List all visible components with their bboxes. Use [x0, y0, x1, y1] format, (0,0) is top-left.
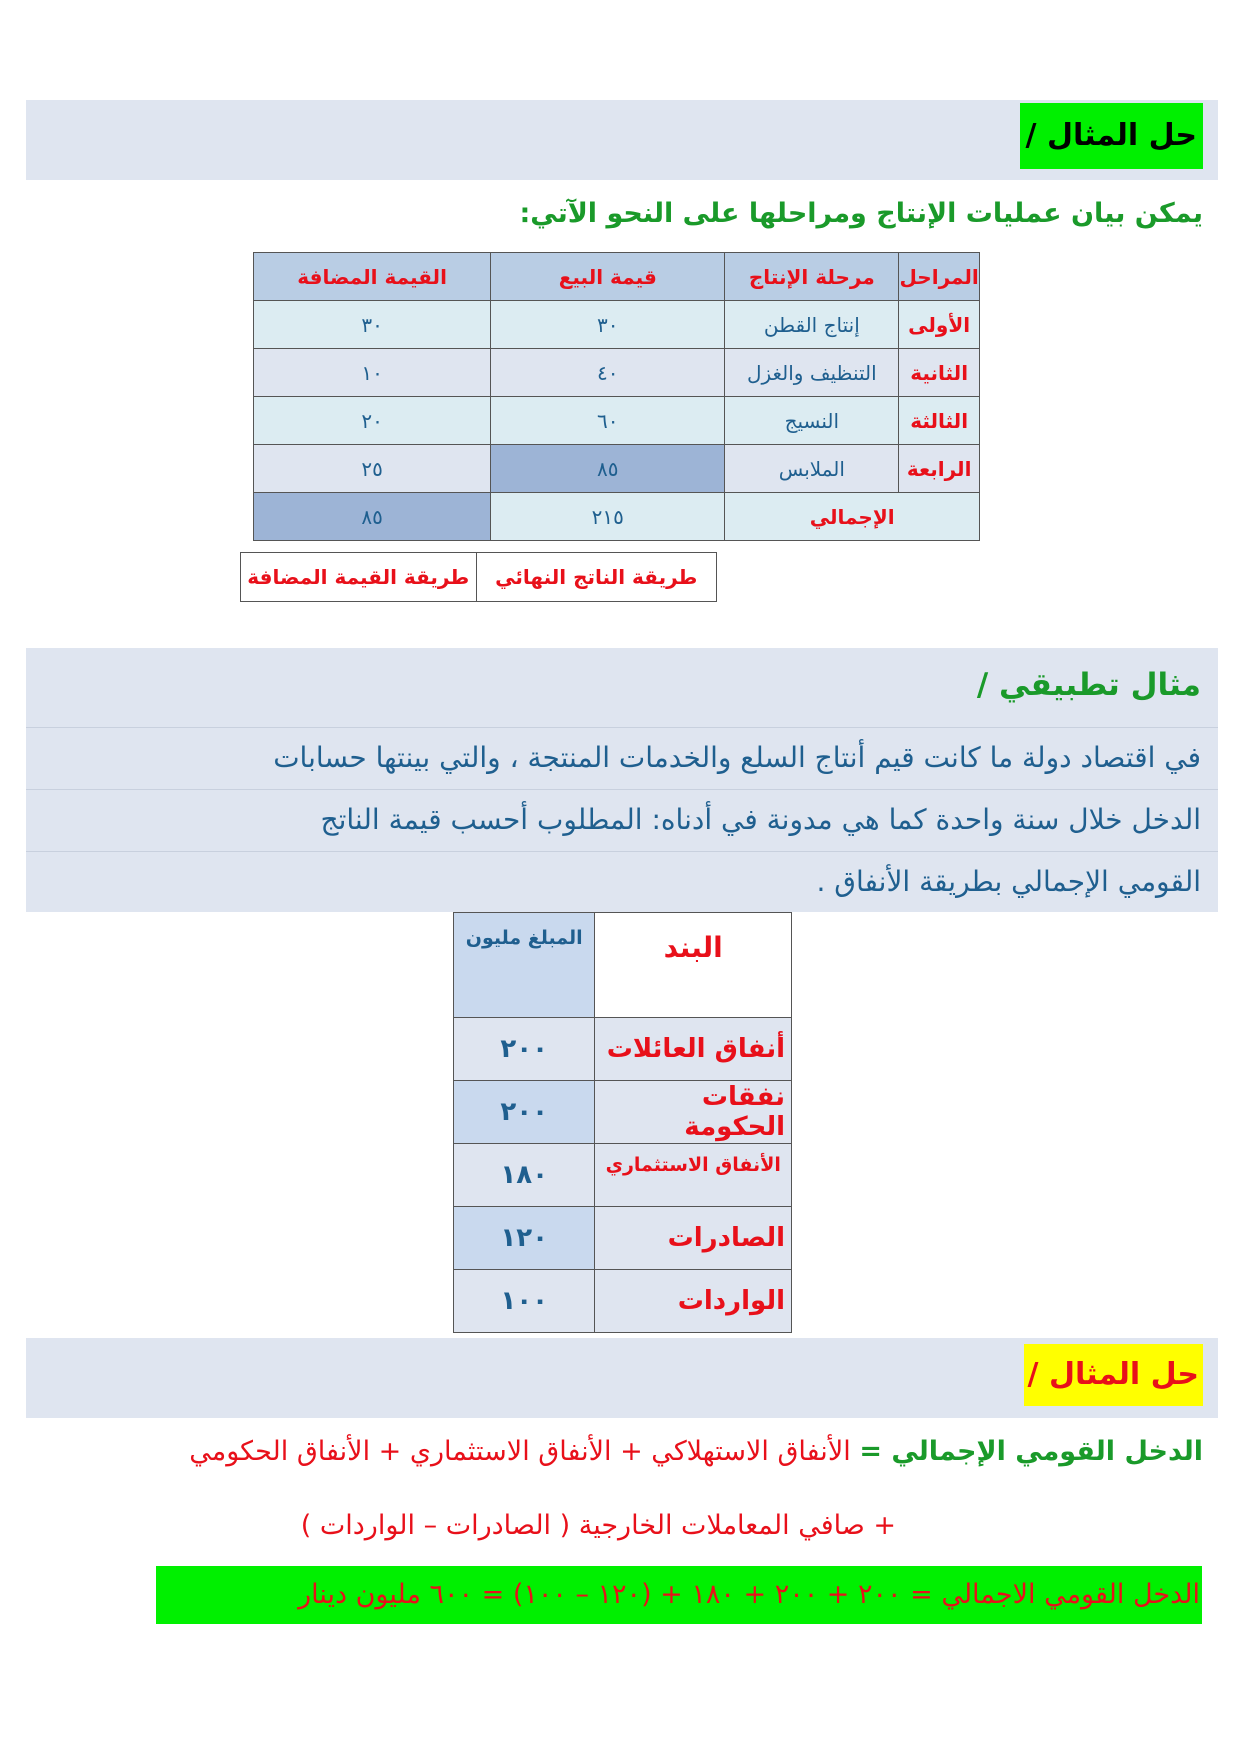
item-cell: الأنفاق الاستثماري — [595, 1144, 792, 1207]
table-total-row — [254, 493, 980, 541]
sale-cell: ٦٠ — [491, 397, 725, 445]
table-row — [454, 1270, 792, 1333]
total-sale: ٢١٥ — [491, 493, 725, 541]
header-added-value: القيمة المضافة — [254, 253, 491, 301]
added-cell: ٢٠ — [254, 397, 491, 445]
header-stages: المراحل — [899, 253, 980, 301]
method-final-product: طريقة الناتج النهائي — [476, 553, 716, 602]
production-stages-table — [253, 252, 980, 541]
stage-cell: الأولى — [899, 301, 980, 349]
formula-rhs: الأنفاق الاستهلاكي + الأنفاق الاستثماري + الأنفاق الحكومي — [189, 1436, 851, 1467]
section2-divider — [26, 789, 1218, 790]
table-row — [254, 397, 980, 445]
table-row — [454, 1144, 792, 1207]
formula-lhs: الدخل القومي الإجمالي = — [859, 1436, 1203, 1467]
added-cell: ٣٠ — [254, 301, 491, 349]
table-row — [454, 1207, 792, 1270]
section1-intro: يمكن بيان عمليات الإنتاج ومراحلها على النحو الآتي: — [519, 198, 1203, 229]
stage-cell: الرابعة — [899, 445, 980, 493]
formula-line-2: + صافي المعاملات الخارجية ( الصادرات – الواردات ) — [300, 1510, 896, 1541]
table-row — [254, 301, 980, 349]
item-cell: الصادرات — [595, 1207, 792, 1270]
item-cell: الواردات — [595, 1270, 792, 1333]
amount-cell: ١٢٠ — [454, 1207, 595, 1270]
amount-cell: ١٠٠ — [454, 1270, 595, 1333]
process-cell: الملابس — [725, 445, 899, 493]
process-cell: النسيج — [725, 397, 899, 445]
header-sale-value: قيمة البيع — [491, 253, 725, 301]
table-row — [254, 445, 980, 493]
method-value-added: طريقة القيمة المضافة — [241, 553, 477, 602]
sale-cell: ٣٠ — [491, 301, 725, 349]
result-lhs: الدخل القومي الاجمالي = — [910, 1579, 1200, 1610]
sale-cell: ٨٥ — [491, 445, 725, 493]
formula-line-1 — [189, 1428, 1203, 1476]
amount-cell: ١٨٠ — [454, 1144, 595, 1207]
total-label: الإجمالي — [725, 493, 980, 541]
expenditure-table — [453, 912, 792, 1333]
sale-cell: ٤٠ — [491, 349, 725, 397]
header-item: البند — [595, 913, 792, 1018]
stage-cell: الثانية — [899, 349, 980, 397]
table-row — [454, 1018, 792, 1081]
result-band — [156, 1566, 1202, 1624]
added-cell: ٢٥ — [254, 445, 491, 493]
table-row — [454, 1081, 792, 1144]
table-row — [254, 349, 980, 397]
problem-line-2: الدخل خلال سنة واحدة كما هي مدونة في أدناه: المطلوب أحسب قيمة الناتج — [320, 803, 1201, 836]
added-cell: ١٠ — [254, 349, 491, 397]
process-cell: إنتاج القطن — [725, 301, 899, 349]
header-amount: المبلغ مليون — [454, 913, 595, 1018]
section2-divider — [26, 727, 1218, 728]
result-rhs: ٢٠٠ + ٢٠٠ + ١٨٠ + (١٢٠ – ١٠٠) = ٦٠٠ مليون دينار — [298, 1579, 902, 1610]
total-added: ٨٥ — [254, 493, 491, 541]
section2-title: مثال تطبيقي / — [976, 667, 1201, 703]
stage-cell: الثالثة — [899, 397, 980, 445]
amount-cell: ٢٠٠ — [454, 1018, 595, 1081]
section3-title: حل المثال / — [1024, 1344, 1203, 1406]
problem-line-3: القومي الإجمالي بطريقة الأنفاق . — [816, 865, 1201, 898]
item-cell: نفقات الحكومة — [595, 1081, 792, 1144]
problem-line-1: في اقتصاد دولة ما كانت قيم أنتاج السلع والخدمات المنتجة ، والتي بينتها حسابات — [273, 741, 1201, 774]
amount-cell: ٢٠٠ — [454, 1081, 595, 1144]
header-process: مرحلة الإنتاج — [725, 253, 899, 301]
section1-title: حل المثال / — [1020, 103, 1203, 169]
table-header-row — [454, 913, 792, 1018]
item-cell: أنفاق العائلات — [595, 1018, 792, 1081]
section2-divider — [26, 851, 1218, 852]
process-cell: التنظيف والغزل — [725, 349, 899, 397]
methods-table — [240, 552, 717, 602]
